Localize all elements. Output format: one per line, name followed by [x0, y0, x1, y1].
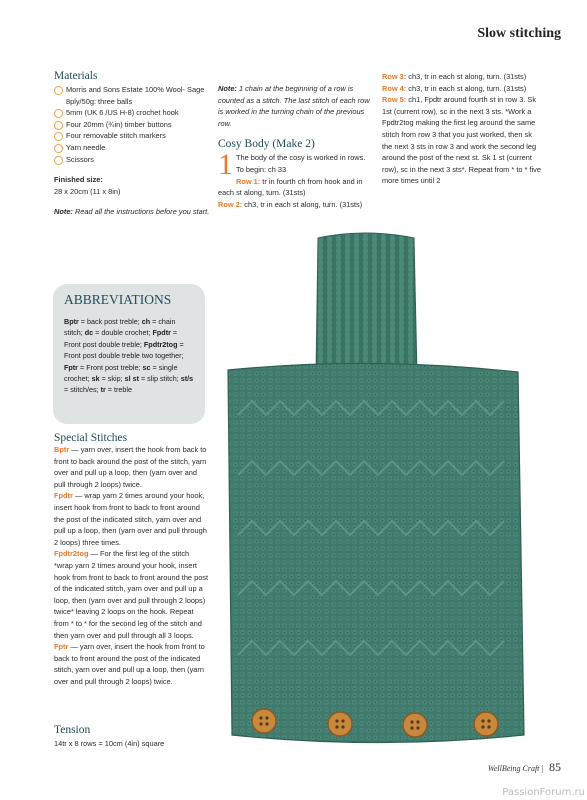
- materials-item: Morris and Sons Estate 100% Wool- Sage 8ply/50g: three balls: [54, 84, 214, 107]
- circle-bullet-icon: [54, 86, 63, 95]
- section-title: Slow stitching: [477, 26, 561, 41]
- wooden-button-icon: [474, 712, 498, 736]
- materials-block: [54, 70, 214, 218]
- chain-note: Note: 1 chain at the beginning of a row is counted as a stitch. The last stitch of each row is worked in the turning chain of the previous row.: [218, 84, 370, 128]
- wooden-button-icon: [328, 712, 352, 736]
- abbreviations-heading: ABBREVIATIONS: [64, 292, 172, 307]
- stitch-definition: Fpdtr2tog — For the first leg of the stitch *wrap yarn 2 times around your hook, insert hook from front to back to front around the post of the indicated stitch, yarn over and pull up a loop, then (yarn over and pull through 2 loops) twice* leaving 2 loops on the hook. Repeat from * to * for the second leg of the stitch and then yarn over and pull through all 3 loops.: [54, 549, 209, 640]
- materials-item: Four removable stitch markers: [54, 130, 214, 142]
- circle-bullet-icon: [54, 156, 63, 165]
- stitch-definition: Fptr — yarn over, insert the hook from front to back to front around the post of the indicated stitch, yarn over and pull up a loop, then (yarn over and pull through 2 loops) twice.: [54, 642, 205, 686]
- special-stitches-text: [54, 444, 210, 687]
- crochet-cosy-photo: [218, 230, 538, 755]
- stitch-definition: Bptr — yarn over, insert the hook from back to front to back around the post of the stitch, yarn over and pull up a loop, then (yarn over and pull through 2 loops) twice.: [54, 445, 207, 489]
- dropcap: 1: [218, 148, 233, 182]
- tension-block: [54, 724, 210, 750]
- abbreviations-text: Bptr = back post treble; ch = chain stitch; dc = double crochet; Fpdtr = Front post double treble; Fpdtr2tog = Front post double treble two together; Fptr = Front post treble; sc = single crochet; sk = skip; sl st = slip stitch; st/s = stitch/es; tr = treble: [64, 317, 194, 395]
- page-footer: [488, 760, 561, 775]
- instructions-column-2: [218, 83, 370, 210]
- wooden-button-icon: [252, 709, 276, 733]
- row-instruction: Row 5: ch1, Fpdtr around fourth st in row 3. Sk 1st (current row), sc in the next 3 sts. *Work a Fpdtr2tog making the first leg around the same stitch from row 3 that you just worked, then sk the next 3 sts in row 3 and work the second leg around the post of the next st. Sk 1 st (current row), sc in the next 3 sts*. Repeat from * to * five more times until 2: [382, 95, 541, 186]
- footer-separator: |: [541, 764, 543, 773]
- special-stitches-heading: Special Stitches: [54, 432, 128, 444]
- finished-size: Finished size: 28 x 20cm (11 x 8in): [54, 175, 121, 196]
- row-instruction: Row 4: ch3, tr in each st along, turn. (31sts): [382, 83, 527, 93]
- row-instruction: Row 3: ch3, tr in each st along, turn. (31sts): [382, 72, 527, 81]
- materials-heading: Materials: [54, 70, 98, 82]
- magazine-name: WellBeing Craft: [487, 764, 540, 773]
- abbreviations-box: [53, 284, 205, 424]
- tension-heading: Tension: [54, 724, 91, 736]
- circle-bullet-icon: [54, 109, 63, 118]
- circle-bullet-icon: [54, 121, 63, 130]
- materials-item: Scissors: [54, 154, 214, 166]
- materials-list: [54, 84, 214, 165]
- materials-note: Note: Read all the instructions before you start.: [54, 207, 210, 217]
- materials-item: Yarn needle: [54, 142, 214, 154]
- materials-item: Four 20mm (¾in) timber buttons: [54, 119, 214, 131]
- cosy-body-heading: Cosy Body (Make 2): [218, 138, 315, 151]
- wooden-button-icon: [403, 713, 427, 737]
- circle-bullet-icon: [54, 132, 63, 141]
- stitch-definition: Fpdtr — wrap yarn 2 times around your hook, insert hook from front to back to front around the post of the indicated stitch, yarn over and pull up a loop, then (yarn over and pull through 2 loops) three times.: [54, 491, 207, 547]
- materials-item: 5mm (UK 6 /US H-8) crochet hook: [54, 107, 214, 119]
- circle-bullet-icon: [54, 144, 63, 153]
- watermark: PassionForum.ru: [502, 787, 585, 798]
- cosy-body-text: 1 The body of the cosy is worked in rows. To begin: ch 33 Row 1: tr in fourth ch from hook and in each st along, turn. (31sts) Row 2: ch3, tr in each st along, turn. (31sts): [218, 148, 366, 209]
- instructions-column-3: [382, 71, 542, 187]
- tension-text: 14tr x 8 rows = 10cm (4in) square: [54, 739, 165, 748]
- page-number: 85: [549, 760, 561, 774]
- special-stitches-block: [54, 432, 210, 687]
